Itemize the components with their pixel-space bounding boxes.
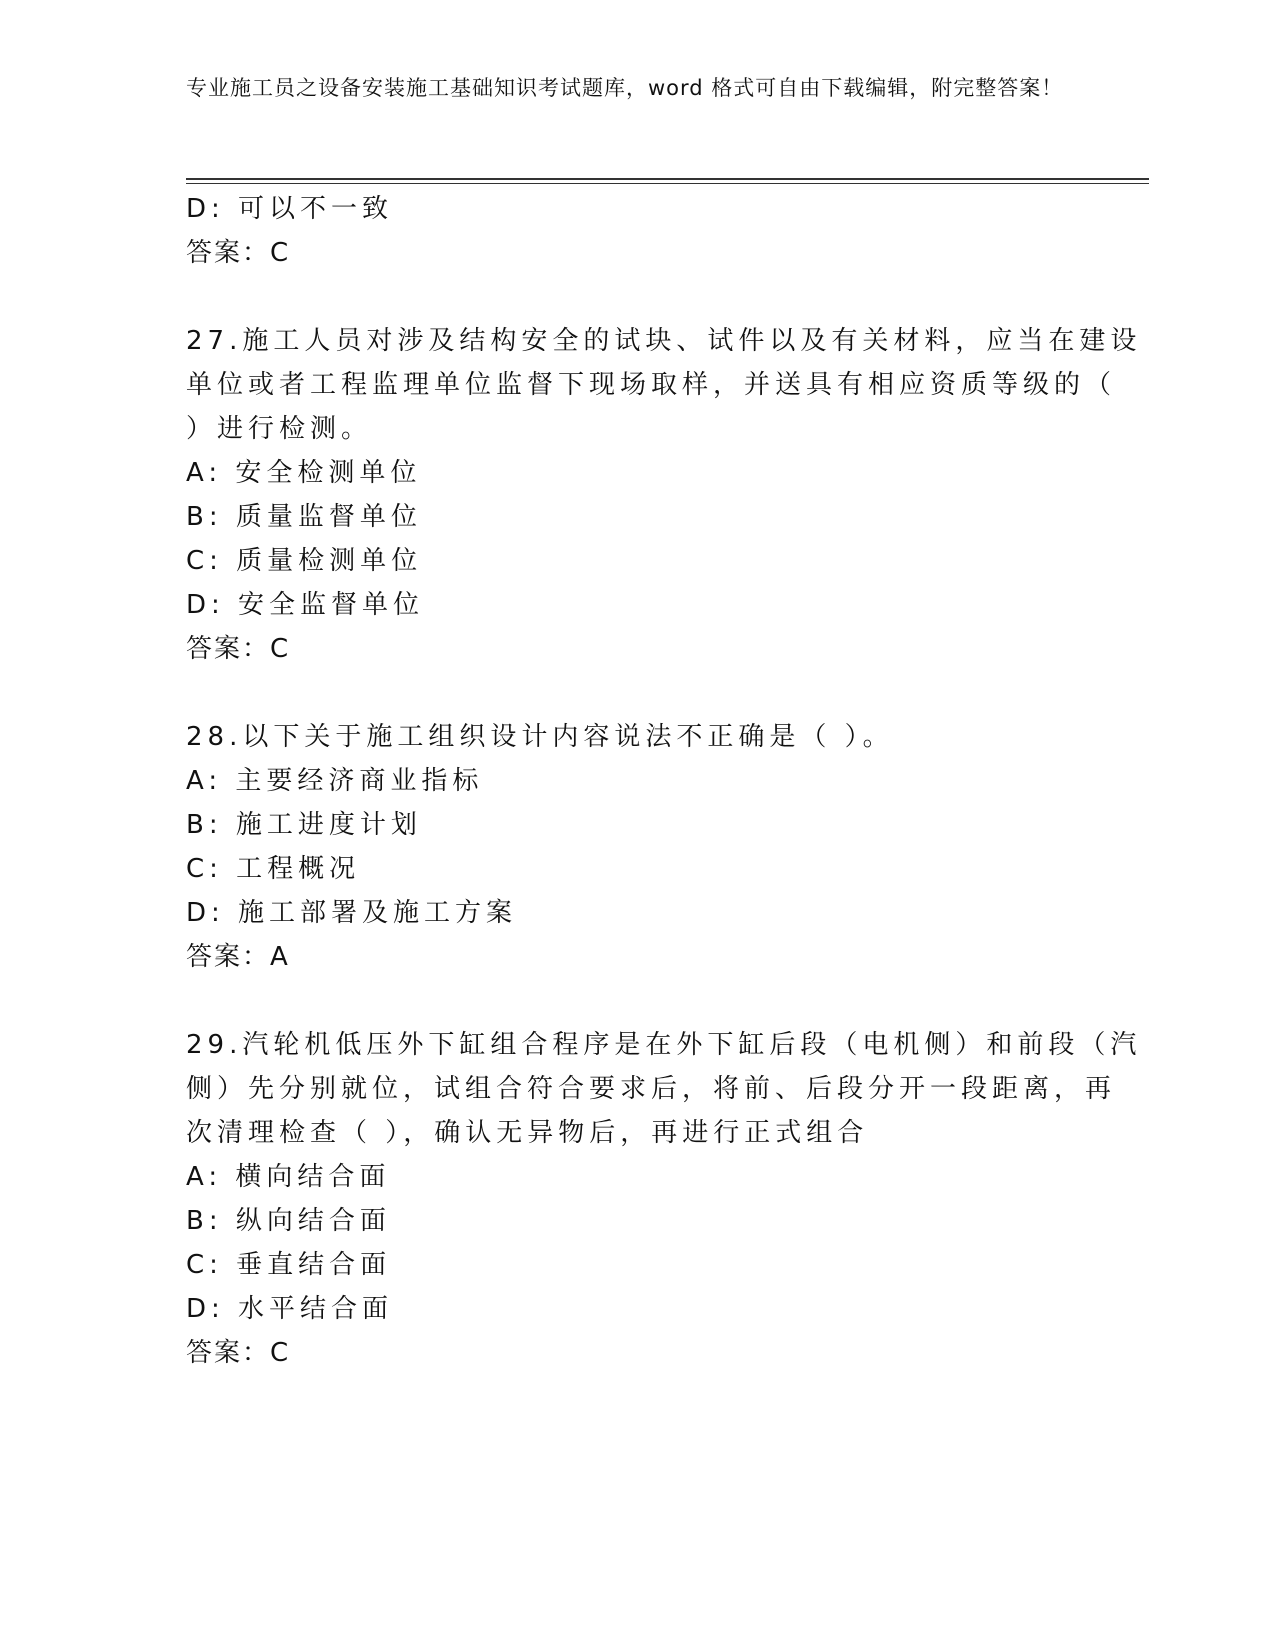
q29-text-line-1: 29.汽轮机低压外下缸组合程序是在外下缸后段（电机侧）和前段（汽 bbox=[186, 1030, 1142, 1060]
q28-option-c: C: 工程概况 bbox=[186, 854, 361, 884]
q29-text-line-3: 次清理检查（ ），确认无异物后，再进行正式组合 bbox=[186, 1118, 869, 1148]
q29-option-d: D: 水平结合面 bbox=[186, 1294, 394, 1324]
q27-text-line-3: ）进行检测。 bbox=[186, 414, 373, 444]
prev-option-d: D: 可以不一致 bbox=[186, 194, 394, 224]
q29-option-c: C: 垂直结合面 bbox=[186, 1250, 392, 1280]
q28-text-line-1: 28.以下关于施工组织设计内容说法不正确是（ ）。 bbox=[186, 722, 894, 752]
header-divider-thick bbox=[186, 178, 1149, 180]
q27-option-b: B: 质量监督单位 bbox=[186, 502, 422, 532]
q27-text-line-1: 27.施工人员对涉及结构安全的试块、试件以及有关材料，应当在建设 bbox=[186, 326, 1142, 356]
q27-answer: 答案：C bbox=[186, 634, 291, 664]
header-divider-thin bbox=[186, 183, 1149, 184]
q27-option-d: D: 安全监督单位 bbox=[186, 590, 425, 620]
document-header: 专业施工员之设备安装施工基础知识考试题库，word 格式可自由下载编辑，附完整答案！ bbox=[186, 76, 1064, 100]
q28-option-d: D: 施工部署及施工方案 bbox=[186, 898, 518, 928]
q29-text-line-2: 侧）先分别就位，试组合符合要求后，将前、后段分开一段距离，再 bbox=[186, 1074, 1117, 1104]
q29-option-a: A: 横向结合面 bbox=[186, 1162, 391, 1192]
q28-option-b: B: 施工进度计划 bbox=[186, 810, 422, 840]
q27-option-c: C: 质量检测单位 bbox=[186, 546, 423, 576]
q28-answer: 答案：A bbox=[186, 942, 290, 972]
q28-option-a: A: 主要经济商业指标 bbox=[186, 766, 484, 796]
q29-option-b: B: 纵向结合面 bbox=[186, 1206, 391, 1236]
q29-answer: 答案：C bbox=[186, 1338, 291, 1368]
q27-option-a: A: 安全检测单位 bbox=[186, 458, 422, 488]
prev-answer: 答案：C bbox=[186, 238, 291, 268]
q27-text-line-2: 单位或者工程监理单位监督下现场取样，并送具有相应资质等级的（ bbox=[186, 370, 1117, 400]
